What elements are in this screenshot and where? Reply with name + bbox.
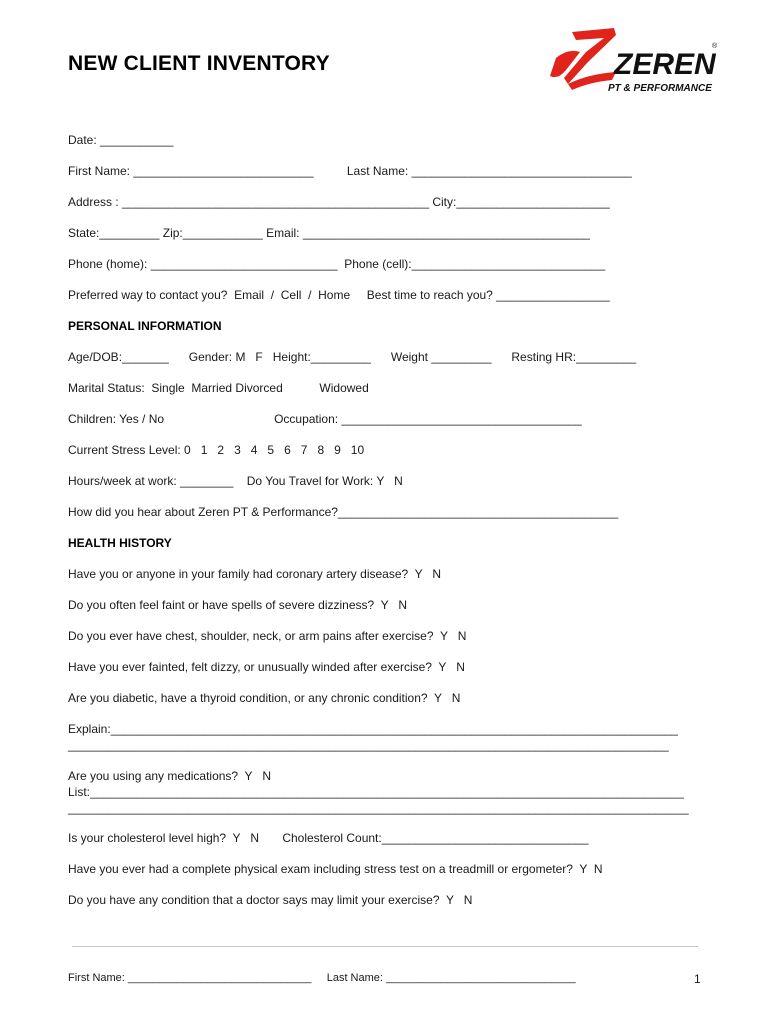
explain-field-line-2[interactable]: __________________________________________________________________________________________ [68, 738, 669, 752]
date-field[interactable]: Date: ___________ [68, 133, 174, 147]
contact-preference-fields[interactable]: Preferred way to contact you? Email / Cell / Home Best time to reach you? _________________ [68, 288, 610, 302]
cholesterol-fields[interactable]: Is your cholesterol level high? Y N Cholesterol Count:_______________________________ [68, 831, 589, 845]
question-faint-dizziness[interactable]: Do you often feel faint or have spells of severe dizziness? Y N [68, 598, 408, 612]
stress-level-scale[interactable]: Current Stress Level: 0 1 2 3 4 5 6 7 8 9 10 [68, 443, 365, 457]
medication-list-field[interactable]: List:_________________________________________________________________________________________ [68, 785, 684, 799]
zeren-logo [528, 18, 728, 100]
page-title: NEW CLIENT INVENTORY [68, 52, 330, 75]
health-history-heading: HEALTH HISTORY [68, 536, 172, 550]
medication-list-field-line-2[interactable]: _____________________________________________________________________________________________ [68, 801, 689, 815]
address-city-fields[interactable]: Address : ______________________________________________ City:_______________________ [68, 195, 610, 209]
logo-wordmark: ZEREN [614, 48, 716, 81]
personal-information-heading: PERSONAL INFORMATION [68, 319, 222, 333]
marital-status-field[interactable]: Marital Status: Single Married Divorced Widowed [68, 381, 369, 395]
question-chronic-condition[interactable]: Are you diabetic, have a thyroid condition, or any chronic condition? Y N [68, 691, 461, 705]
children-occupation-fields[interactable]: Children: Yes / No Occupation: ____________________________________ [68, 412, 582, 426]
question-fainted-winded[interactable]: Have you ever fainted, felt dizzy, or unusually winded after exercise? Y N [68, 660, 465, 674]
name-fields[interactable]: First Name: ___________________________ Last Name: _________________________________ [68, 164, 632, 178]
age-gender-height-weight-fields[interactable]: Age/DOB:_______ Gender: M F Height:_________ Weight _________ Resting HR:_________ [68, 350, 637, 364]
question-exercise-limitation[interactable]: Do you have any condition that a doctor says may limit your exercise? Y N [68, 893, 473, 907]
footer-name-fields[interactable]: First Name: ______________________________ Last Name: _______________________________ [68, 972, 576, 984]
state-zip-email-fields[interactable]: State:_________ Zip:____________ Email: ___________________________________________ [68, 226, 590, 240]
footer-divider [72, 946, 698, 947]
question-chest-pains[interactable]: Do you ever have chest, shoulder, neck, or arm pains after exercise? Y N [68, 629, 467, 643]
page-number: 1 [694, 972, 701, 986]
logo-registered-mark: ® [712, 43, 718, 50]
question-medications[interactable]: Are you using any medications? Y N [68, 769, 272, 783]
explain-field[interactable]: Explain:_____________________________________________________________________________________ [68, 722, 678, 736]
phone-fields[interactable]: Phone (home): ____________________________ Phone (cell):_____________________________ [68, 257, 606, 271]
question-physical-exam[interactable]: Have you ever had a complete physical exam including stress test on a treadmill or ergometer? Y N [68, 862, 603, 876]
logo-subtext: PT & PERFORMANCE [608, 83, 712, 94]
referral-source-field[interactable]: How did you hear about Zeren PT & Performance?__________________________________________ [68, 505, 619, 519]
question-coronary-disease[interactable]: Have you or anyone in your family had coronary artery disease? Y N [68, 567, 442, 581]
work-hours-travel-fields[interactable]: Hours/week at work: ________ Do You Travel for Work: Y N [68, 474, 403, 488]
